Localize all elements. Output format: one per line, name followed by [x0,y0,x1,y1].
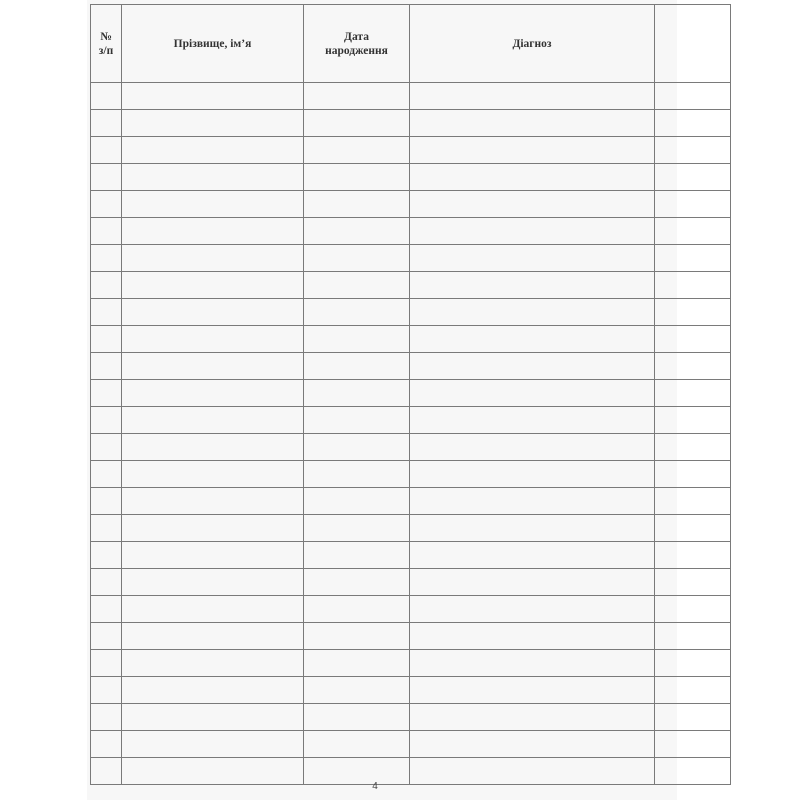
table-cell[interactable] [122,272,304,299]
table-cell[interactable] [91,515,122,542]
table-cell[interactable] [91,677,122,704]
table-cell[interactable] [410,407,655,434]
table-cell[interactable] [655,434,731,461]
table-cell[interactable] [91,623,122,650]
table-cell[interactable] [410,461,655,488]
table-cell[interactable] [91,245,122,272]
table-row [91,515,731,542]
table-cell[interactable] [122,353,304,380]
table-cell[interactable] [122,542,304,569]
table-cell[interactable] [91,272,122,299]
table-cell[interactable] [655,650,731,677]
table-cell[interactable] [91,434,122,461]
table-row [91,83,731,110]
table-cell[interactable] [410,380,655,407]
page-number: 4 [372,781,378,792]
table-cell[interactable] [91,542,122,569]
table-row [91,353,731,380]
table-cell[interactable] [410,164,655,191]
table-cell[interactable] [91,461,122,488]
table-cell[interactable] [122,596,304,623]
table-row [91,137,731,164]
table-cell[interactable] [410,434,655,461]
table-cell[interactable] [122,650,304,677]
table-cell[interactable] [91,650,122,677]
table-row [91,569,731,596]
table-row [91,461,731,488]
table-cell[interactable] [655,83,731,110]
table-cell[interactable] [655,704,731,731]
table-cell[interactable] [304,407,410,434]
table-cell[interactable] [304,326,410,353]
table-row [91,677,731,704]
header-extra [655,5,731,83]
table-cell[interactable] [655,731,731,758]
table-cell[interactable] [122,731,304,758]
header-number [91,5,122,83]
table-cell[interactable] [655,218,731,245]
header-name [122,5,304,83]
table-cell[interactable] [122,191,304,218]
table-cell[interactable] [304,191,410,218]
table-cell[interactable] [410,326,655,353]
table-cell[interactable] [91,596,122,623]
table-row [91,434,731,461]
table-cell[interactable] [410,677,655,704]
table-cell[interactable] [122,515,304,542]
table-cell[interactable] [655,677,731,704]
table-cell[interactable] [91,218,122,245]
table-cell[interactable] [410,623,655,650]
table-row [91,488,731,515]
table-cell[interactable] [304,677,410,704]
table-cell[interactable] [410,272,655,299]
table-cell[interactable] [304,623,410,650]
table-cell[interactable] [91,407,122,434]
table-cell[interactable] [655,137,731,164]
table-cell[interactable] [304,299,410,326]
table-cell[interactable] [304,110,410,137]
table-cell[interactable] [655,596,731,623]
table-cell[interactable] [91,569,122,596]
table-header-row [91,5,731,83]
table-cell[interactable] [122,110,304,137]
table-cell[interactable] [655,623,731,650]
table-row [91,110,731,137]
table-cell[interactable] [410,731,655,758]
table-cell[interactable] [410,515,655,542]
table-cell[interactable] [655,245,731,272]
table-cell[interactable] [410,83,655,110]
table-cell[interactable] [655,353,731,380]
table-cell[interactable] [122,218,304,245]
table-cell[interactable] [304,353,410,380]
table-row [91,623,731,650]
table-cell[interactable] [122,299,304,326]
table-cell[interactable] [122,569,304,596]
table-cell[interactable] [91,110,122,137]
table-cell[interactable] [304,272,410,299]
table-cell[interactable] [91,380,122,407]
table-cell[interactable] [410,488,655,515]
table-cell[interactable] [410,299,655,326]
header-diagnosis [410,5,655,83]
table-cell[interactable] [304,650,410,677]
header-line: народження [325,44,388,57]
table-row [91,704,731,731]
table-cell[interactable] [122,488,304,515]
table-cell[interactable] [410,650,655,677]
table-cell[interactable] [304,380,410,407]
table-cell[interactable] [122,407,304,434]
table-cell[interactable] [304,488,410,515]
table-cell[interactable] [304,704,410,731]
table-cell[interactable] [122,704,304,731]
table-cell[interactable] [410,542,655,569]
table-cell[interactable] [91,704,122,731]
table-cell[interactable] [655,299,731,326]
table-cell[interactable] [122,434,304,461]
table-row [91,218,731,245]
table-cell[interactable] [122,677,304,704]
table-cell[interactable] [304,569,410,596]
table-cell[interactable] [122,623,304,650]
table-row [91,272,731,299]
table-cell[interactable] [304,83,410,110]
table-cell[interactable] [122,461,304,488]
table-cell[interactable] [91,731,122,758]
table-cell[interactable] [655,461,731,488]
table-cell[interactable] [410,569,655,596]
table-cell[interactable] [655,272,731,299]
table-cell[interactable] [304,434,410,461]
table-cell[interactable] [304,245,410,272]
table-cell[interactable] [91,137,122,164]
header-line: Дата [344,30,369,43]
table-cell[interactable] [122,245,304,272]
table-cell[interactable] [304,137,410,164]
table-cell[interactable] [410,137,655,164]
table-cell[interactable] [122,83,304,110]
table-cell[interactable] [410,191,655,218]
table-cell[interactable] [91,326,122,353]
table-row [91,650,731,677]
table-row [91,731,731,758]
table-cell[interactable] [91,83,122,110]
table-cell[interactable] [655,542,731,569]
table-row [91,191,731,218]
header-line: Прізвище, ім’я [173,37,252,50]
table-cell[interactable] [655,488,731,515]
table-cell[interactable] [122,164,304,191]
journal-page [87,0,677,800]
table-cell[interactable] [655,110,731,137]
table-cell[interactable] [655,191,731,218]
table-cell[interactable] [410,704,655,731]
table-cell[interactable] [655,758,731,785]
header-line: № [100,30,112,43]
table-cell[interactable] [655,326,731,353]
table-cell[interactable] [410,245,655,272]
table-cell[interactable] [304,515,410,542]
table-cell[interactable] [91,299,122,326]
table-cell[interactable] [304,164,410,191]
table-body [91,83,731,785]
table-cell[interactable] [655,569,731,596]
table-cell[interactable] [304,542,410,569]
table-cell[interactable] [122,326,304,353]
table-cell[interactable] [410,596,655,623]
table-row [91,326,731,353]
table-cell[interactable] [122,137,304,164]
table-cell[interactable] [410,110,655,137]
table-row [91,596,731,623]
table-cell[interactable] [91,191,122,218]
table-row [91,299,731,326]
table-row [91,164,731,191]
header-line: Діагноз [512,37,552,50]
table-cell[interactable] [655,380,731,407]
table-cell[interactable] [655,515,731,542]
table-cell[interactable] [304,596,410,623]
table-cell[interactable] [655,407,731,434]
patient-journal-table [90,4,731,785]
table-cell[interactable] [91,164,122,191]
table-cell[interactable] [122,380,304,407]
header-birth-date [304,5,410,83]
table-cell[interactable] [304,731,410,758]
table-cell[interactable] [410,353,655,380]
header-line: з/п [98,44,114,57]
table-row [91,380,731,407]
table-cell[interactable] [91,353,122,380]
table-cell[interactable] [304,461,410,488]
table-cell[interactable] [304,218,410,245]
table-row [91,407,731,434]
table-cell[interactable] [655,164,731,191]
table-cell[interactable] [410,218,655,245]
table-row [91,542,731,569]
table-row [91,245,731,272]
table-cell[interactable] [91,488,122,515]
